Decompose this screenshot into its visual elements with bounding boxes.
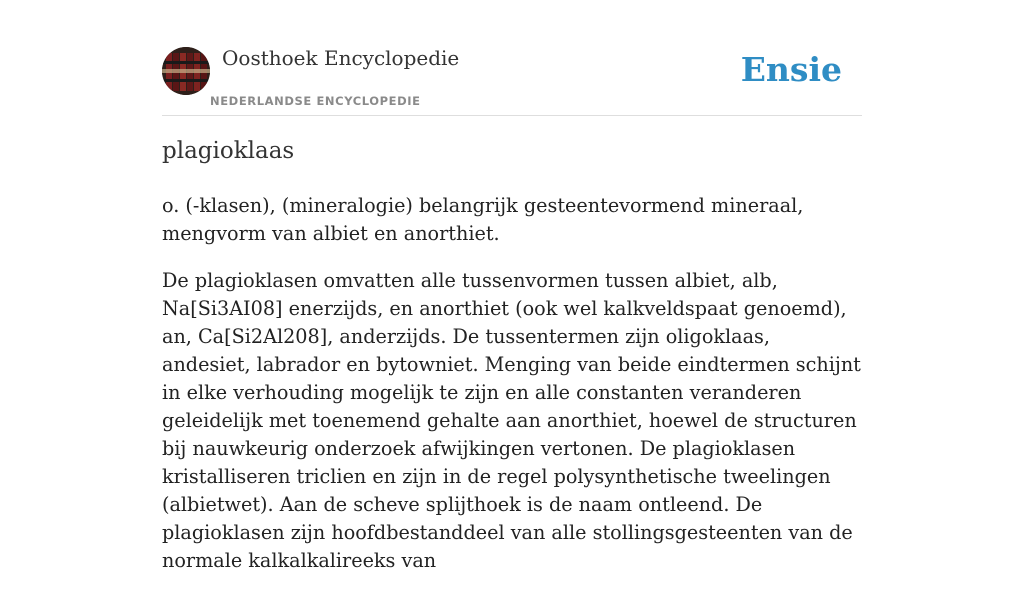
article-paragraph: o. (-klasen), (mineralogie) belangrijk gesteentevormend mineraal, mengvorm van albiet en anorthiet.	[162, 194, 804, 245]
site-header	[162, 40, 862, 116]
encyclopedia-books-icon[interactable]	[162, 47, 210, 95]
article-body	[162, 192, 862, 594]
article-paragraph: De plagioklasen omvatten alle tussenvormen tussen albiet, alb, Na[Si3AI08] enerzijds, en anorthiet (ook wel kalkveldspaat genoemd), an, Ca[Si2Al208], anderzijds. De tussentermen zijn oligoklaas, andesiet, labrador en bytowniet. Menging van beide eindtermen schijnt in elke verhouding mogelijk te zijn en alle constanten veranderen geleidelijk met toenemend gehalte aan anorthiet, hoewel de structuren bij nauwkeurig onderzoek afwijkingen vertonen. De plagioklasen kristalliseren triclien en zijn in de regel polysynthetische tweelingen (albietwet). Aan de scheve splijthoek is de naam ontleend. De plagioklasen zijn hoofdbestanddeel van alle stollingsgesteenten van de normale kalkalkalireeks van	[162, 269, 861, 572]
article-title: plagioklaas	[162, 138, 295, 164]
site-title[interactable]: Oosthoek Encyclopedie	[222, 46, 460, 70]
site-subtitle: NEDERLANDSE ENCYCLOPEDIE	[210, 94, 421, 108]
brand-logo[interactable]: Ensie	[740, 50, 842, 89]
